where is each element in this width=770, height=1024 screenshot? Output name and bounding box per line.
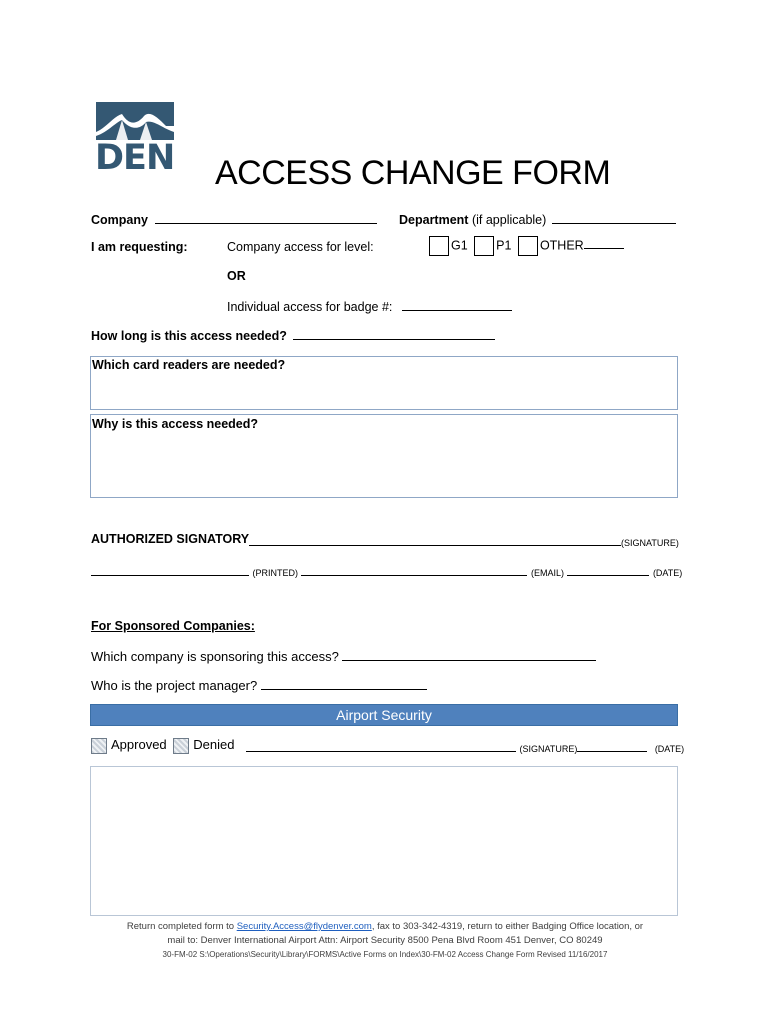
airport-security-title: Airport Security: [336, 707, 432, 723]
department-row: [399, 211, 676, 227]
footer-line1-post: , fax to 303-342-4319, return to either Badging Office location, or: [371, 921, 644, 932]
printed-tag: (PRINTED): [252, 568, 298, 578]
approved-checkbox[interactable]: [91, 738, 107, 754]
department-label-note: (if applicable): [471, 213, 547, 227]
security-date-tag: (DATE): [654, 744, 685, 754]
authorized-signature-row: [249, 532, 679, 549]
g1-checkbox[interactable]: [429, 236, 449, 256]
sponsoring-row: [91, 648, 596, 664]
footer-line-3: 30-FM-02 S:\Operations\Security\Library\FORMS\Active Forms on Index\30-FM-02 Access Change Form Revised 11/16/2017: [162, 950, 608, 959]
email-tag: (EMAIL): [530, 568, 564, 578]
footer-email-link[interactable]: Security.Access@flydenver.com: [236, 921, 372, 932]
company-access-label: Company access for level:: [227, 240, 374, 254]
security-signature-field[interactable]: [246, 739, 516, 752]
security-date-field[interactable]: [577, 739, 647, 752]
page-title: ACCESS CHANGE FORM: [215, 154, 611, 192]
sponsored-heading: For Sponsored Companies:: [91, 619, 255, 633]
company-field[interactable]: [155, 211, 377, 224]
denied-label: Denied: [193, 737, 235, 752]
badge-row: [227, 298, 512, 314]
why-box[interactable]: [90, 414, 678, 498]
how-long-field[interactable]: [293, 327, 495, 340]
manager-field[interactable]: [261, 677, 427, 690]
p1-checkbox[interactable]: [474, 236, 494, 256]
approved-label: Approved: [111, 737, 167, 752]
manager-row: [91, 677, 427, 693]
printed-email-date-row: [91, 563, 682, 579]
badge-field[interactable]: [402, 298, 512, 311]
printed-name-field[interactable]: [91, 563, 249, 576]
den-logo: [96, 102, 174, 178]
approval-row: [91, 737, 234, 754]
airport-security-header: [90, 704, 678, 726]
card-readers-label: Which card readers are needed?: [92, 358, 286, 372]
email-field[interactable]: [301, 563, 527, 576]
other-label: OTHER: [539, 238, 584, 253]
badge-label: Individual access for badge #:: [227, 300, 393, 314]
authorized-signature-field[interactable]: [249, 532, 621, 546]
why-label: Why is this access needed?: [92, 417, 259, 431]
footer-line-2: mail to: Denver International Airport Attn: Airport Security 8500 Pena Blvd Room 451 Denver, CO 80249: [167, 935, 603, 946]
department-field[interactable]: [552, 211, 676, 224]
how-long-row: [91, 327, 495, 343]
other-checkbox[interactable]: [518, 236, 538, 256]
authorized-label: AUTHORIZED SIGNATORY: [91, 532, 250, 546]
department-label: Department: [399, 213, 469, 227]
requesting-label: I am requesting:: [91, 240, 188, 254]
or-label: OR: [227, 269, 246, 283]
security-signature-row: [246, 739, 684, 755]
how-long-label: How long is this access needed?: [91, 329, 287, 343]
security-signature-tag: (SIGNATURE): [519, 744, 578, 754]
date-field[interactable]: [567, 563, 649, 576]
card-readers-box[interactable]: [90, 356, 678, 410]
denied-checkbox[interactable]: [173, 738, 189, 754]
signature-tag: (SIGNATURE): [621, 538, 679, 548]
logo-text: DEN: [95, 138, 175, 178]
g1-label: G1: [451, 238, 468, 253]
level-options: [429, 236, 624, 256]
sponsoring-field[interactable]: [342, 648, 596, 661]
manager-label: Who is the project manager?: [91, 678, 258, 693]
date-tag: (DATE): [652, 568, 683, 578]
p1-label: P1: [496, 238, 512, 253]
footer-line1-pre: Return completed form to: [126, 921, 237, 932]
security-notes-box[interactable]: [90, 766, 678, 916]
sponsoring-label: Which company is sponsoring this access?: [91, 649, 339, 664]
company-row: [91, 211, 377, 227]
footer-line-1: [0, 921, 770, 932]
company-label: Company: [91, 213, 148, 227]
other-field[interactable]: [584, 236, 624, 249]
